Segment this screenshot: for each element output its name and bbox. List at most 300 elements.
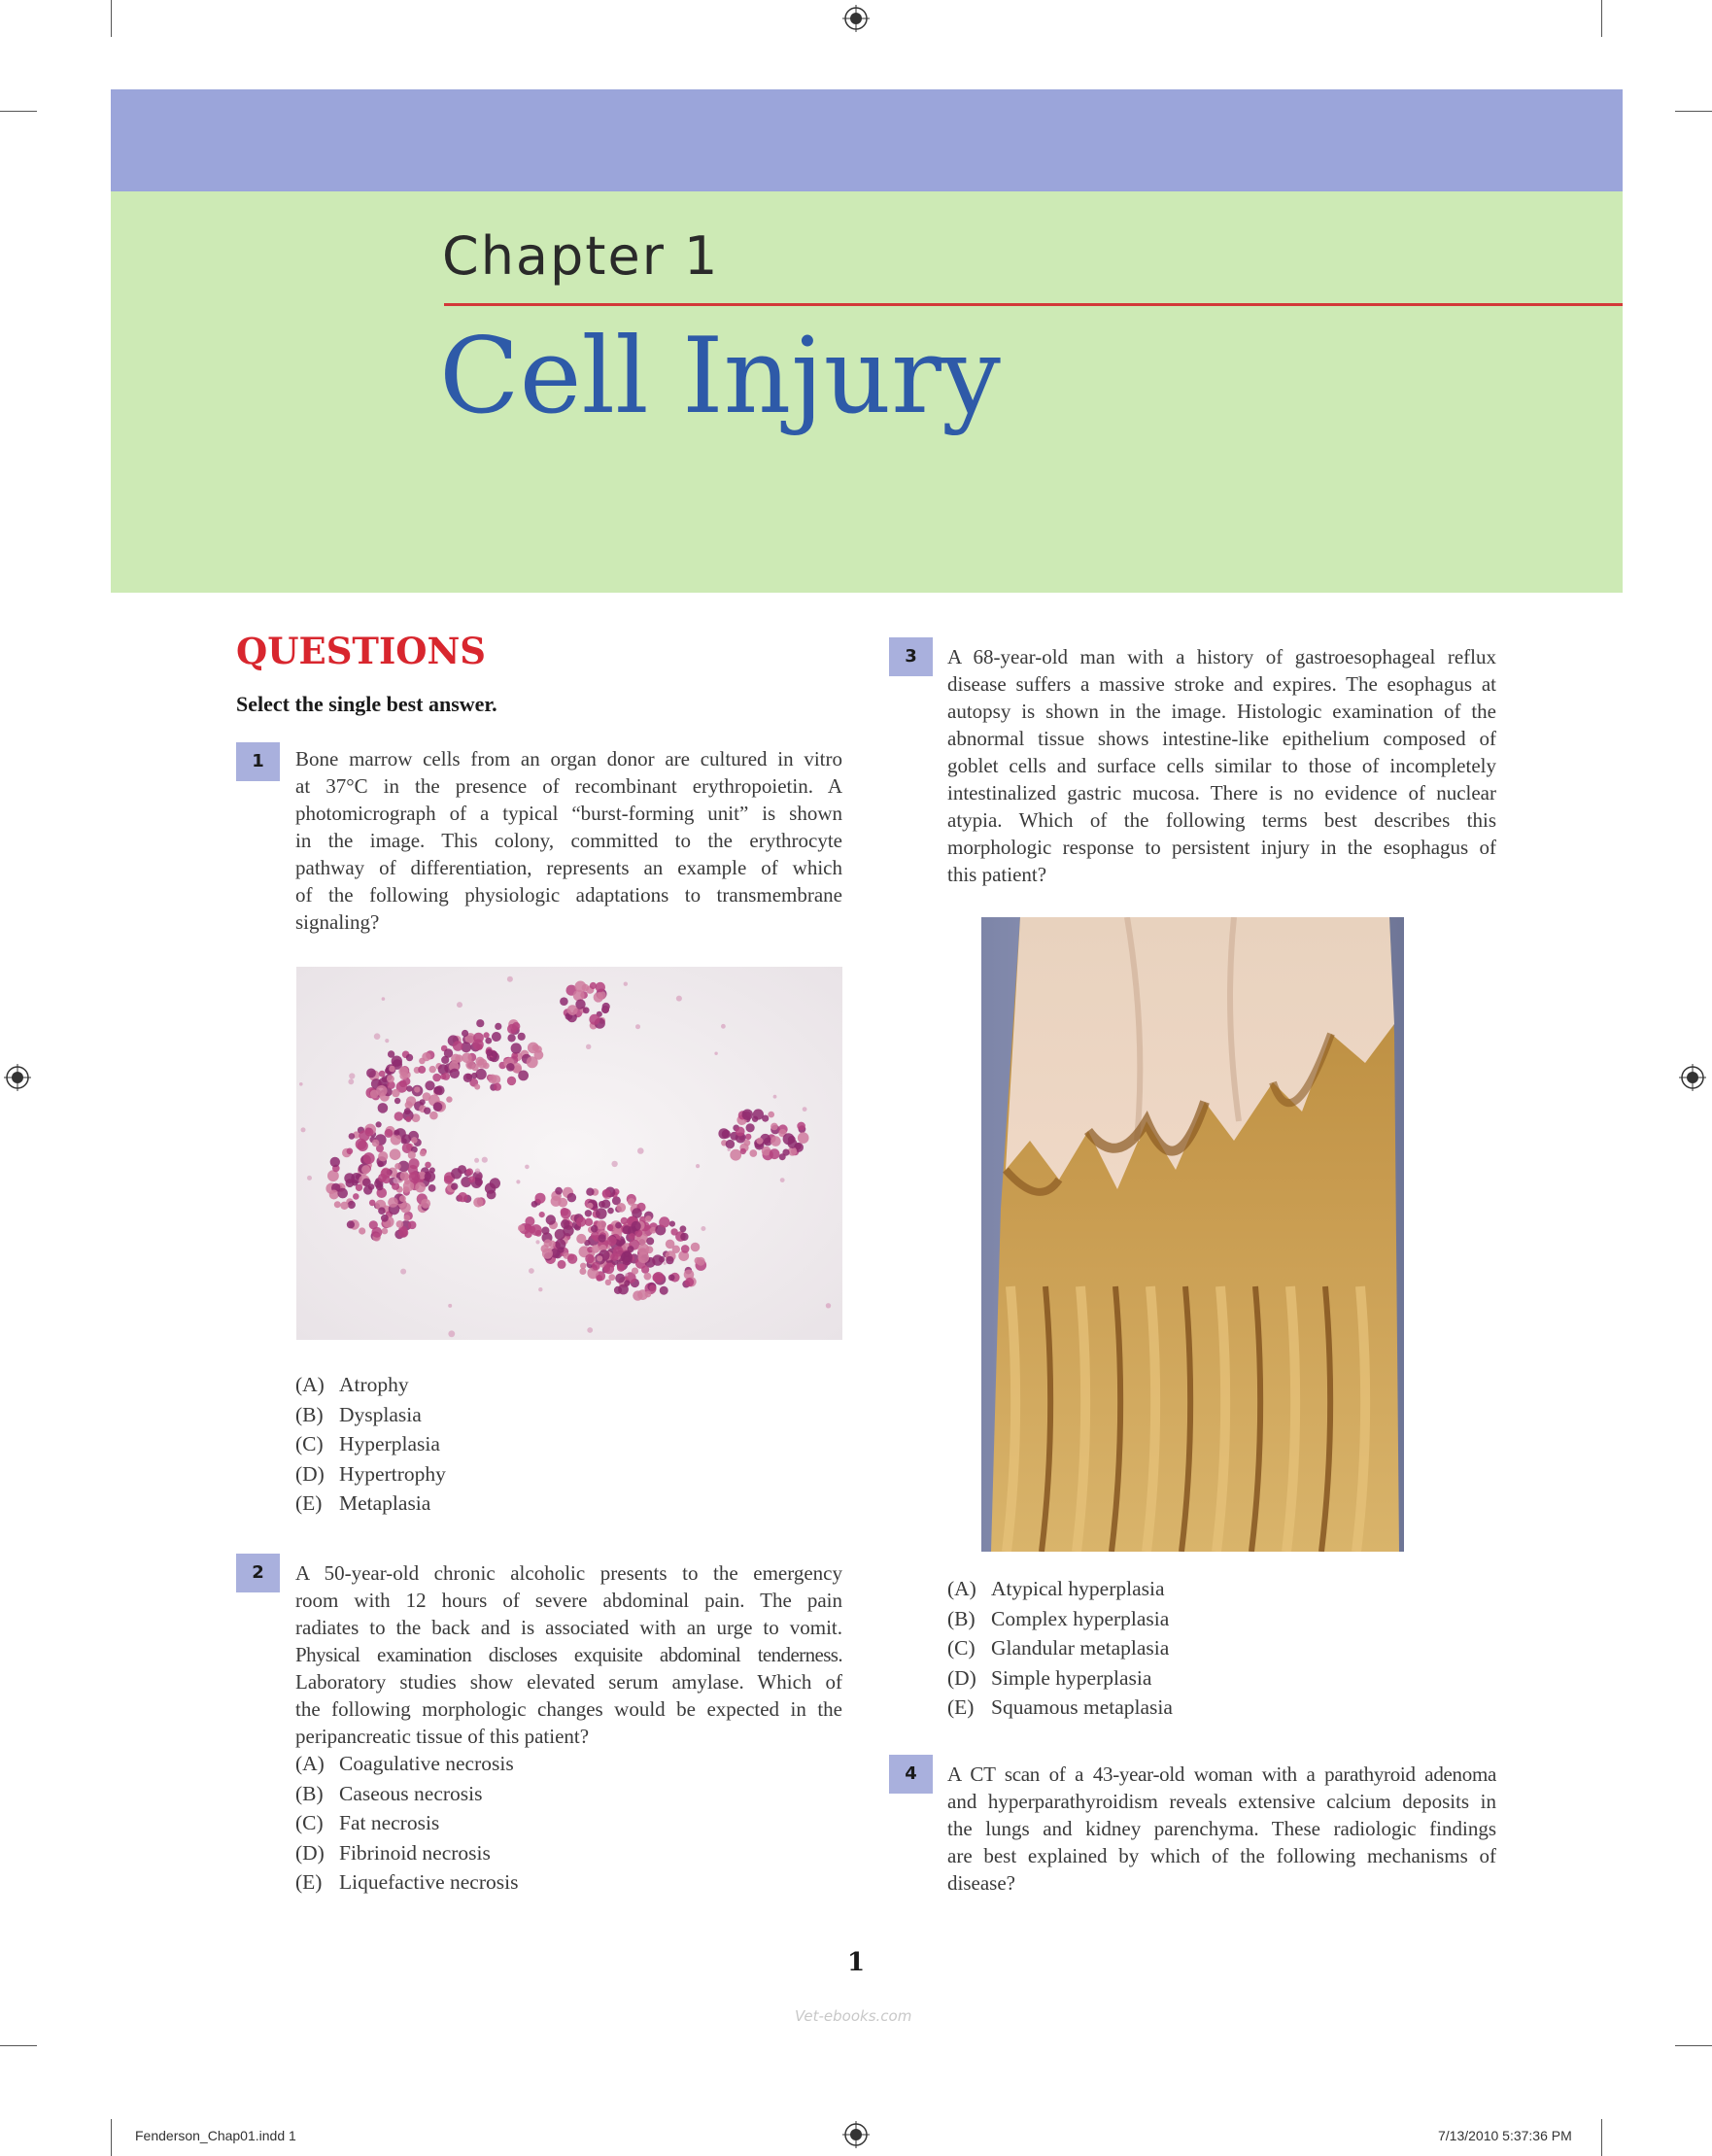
cell-dot — [362, 1179, 371, 1187]
cell-dot — [372, 1140, 380, 1147]
cell-dot — [779, 1153, 786, 1160]
cell-dot — [405, 1116, 411, 1122]
cell-dot — [394, 1098, 400, 1104]
cell-dot — [448, 1304, 452, 1308]
cell-dot — [425, 1171, 435, 1181]
option-letter: (E) — [295, 1491, 323, 1515]
cell-dot — [451, 1054, 461, 1064]
cell-dot — [411, 1137, 418, 1144]
cell-dot — [348, 1078, 354, 1084]
cell-dot — [399, 1195, 406, 1202]
cell-dot — [561, 1219, 570, 1229]
cell-dot — [756, 1138, 763, 1145]
stem-line: peripancreatic tissue of this patient? — [295, 1725, 590, 1748]
cell-dot — [726, 1140, 735, 1148]
cell-dot — [535, 1193, 546, 1204]
cell-dot — [664, 1262, 667, 1265]
cell-dot — [696, 1164, 700, 1168]
cell-dot — [788, 1136, 796, 1144]
cell-dot — [301, 1127, 306, 1132]
esophagus-autopsy-photo — [981, 917, 1404, 1552]
cell-dot — [770, 1136, 781, 1146]
cell-dot — [512, 1022, 520, 1030]
cell-dot — [475, 1168, 480, 1173]
stem-line: autopsy is shown in the image. Histologic examination of the — [947, 700, 1496, 723]
cell-dot — [629, 1233, 635, 1240]
option-text: Metaplasia — [339, 1491, 431, 1515]
question-number-badge: 3 — [889, 637, 933, 676]
stem-line: Laboratory studies show elevated serum amylase. Which of — [295, 1670, 842, 1694]
cell-dot — [389, 1066, 395, 1073]
cell-dot — [485, 1038, 492, 1044]
stem-line: signaling? — [295, 910, 380, 934]
cell-dot — [614, 1286, 622, 1294]
option-letter: (E) — [295, 1870, 323, 1894]
answer-option[interactable] — [947, 1663, 1173, 1694]
cell-dot — [408, 1151, 416, 1159]
question-1-stem — [295, 745, 842, 936]
cell-dot — [442, 1073, 450, 1080]
cell-dot — [740, 1148, 746, 1154]
cell-dot — [601, 1200, 610, 1209]
cell-dot — [329, 1190, 339, 1200]
option-letter: (D) — [947, 1665, 976, 1690]
cell-dot — [607, 1236, 617, 1246]
cell-dot — [424, 1108, 430, 1114]
cell-dot — [474, 1158, 479, 1163]
cell-dot — [414, 1086, 420, 1092]
option-text: Atypical hyperplasia — [991, 1577, 1165, 1600]
registration-mark-icon — [1679, 1064, 1706, 1091]
cell-dot — [561, 1209, 571, 1219]
cell-dot — [797, 1122, 805, 1131]
cell-dot — [451, 1182, 458, 1189]
cell-dot — [576, 1234, 586, 1244]
question-3-options — [947, 1574, 1173, 1723]
cell-dot — [718, 1128, 729, 1139]
stem-line: Bone marrow cells from an organ donor are cultured in vitro — [295, 747, 842, 770]
cell-dot — [507, 1077, 516, 1085]
cell-dot — [527, 1056, 538, 1068]
cell-dot — [669, 1221, 675, 1227]
cell-dot — [429, 1167, 435, 1173]
cell-dot — [646, 1237, 654, 1245]
option-letter: (B) — [295, 1781, 324, 1805]
stem-line: in the image. This colony, committed to the erythrocyte — [295, 829, 842, 852]
cell-dot — [401, 1134, 411, 1144]
cell-dot — [659, 1216, 669, 1227]
cell-dot — [365, 1127, 372, 1134]
cell-dot — [551, 1196, 562, 1207]
cell-dot — [378, 1207, 386, 1215]
cell-dot — [587, 1203, 593, 1209]
watermark: Vet-ebooks.com — [795, 2007, 912, 2025]
cell-dot — [753, 1109, 764, 1119]
cell-dot — [633, 1290, 642, 1300]
cell-dot — [615, 1274, 625, 1283]
cell-dot — [400, 1269, 406, 1275]
cell-dot — [742, 1110, 753, 1120]
cell-dot — [591, 1225, 599, 1233]
banner-top-band — [111, 89, 1623, 191]
answer-option[interactable] — [295, 1370, 446, 1400]
stem-line: the lungs and kidney parenchyma. These radiologic findings — [947, 1817, 1496, 1840]
cell-dot — [394, 1130, 399, 1136]
question-3-stem — [947, 643, 1496, 888]
cell-dot — [635, 1024, 640, 1029]
cell-dot — [590, 982, 597, 989]
cell-dot — [691, 1243, 701, 1252]
answer-option[interactable] — [295, 1838, 518, 1868]
cell-dot — [425, 1162, 431, 1169]
cell-dot — [490, 1178, 500, 1188]
cell-dot — [352, 1180, 358, 1185]
cell-dot — [372, 1227, 383, 1238]
cell-dot — [382, 1176, 391, 1184]
cell-dot — [646, 1246, 654, 1253]
cell-dot — [660, 1286, 668, 1295]
answer-option[interactable] — [295, 1459, 446, 1489]
stem-line: at 37°C in the presence of recombinant erythropoietin. A — [295, 774, 842, 798]
cell-dot — [621, 1217, 629, 1225]
cell-dot — [390, 1148, 401, 1160]
cell-dot — [422, 1052, 430, 1061]
stem-line: disease suffers a massive stroke and expires. The esophagus at — [947, 672, 1496, 696]
cell-dot — [347, 1148, 354, 1155]
stem-line: morphologic response to persistent injury in the esophagus of — [947, 836, 1496, 859]
cell-dot — [721, 1024, 726, 1029]
cell-dot — [408, 1221, 417, 1230]
cell-dot — [462, 1030, 468, 1037]
option-text: Squamous metaplasia — [991, 1695, 1173, 1719]
cell-dot — [334, 1201, 341, 1208]
cell-dot — [361, 1165, 370, 1174]
cell-dot — [428, 1184, 436, 1192]
option-letter: (A) — [295, 1373, 325, 1396]
cell-dot — [378, 1151, 388, 1161]
option-letter: (C) — [295, 1432, 324, 1455]
option-letter: (E) — [947, 1695, 975, 1719]
cell-dot — [798, 1132, 809, 1144]
chapter-title: Cell Injury — [439, 316, 1001, 437]
chapter-label: Chapter 1 — [442, 225, 720, 287]
cell-dot — [492, 1032, 501, 1042]
answer-option[interactable] — [947, 1574, 1173, 1604]
esophagus-image — [981, 917, 1404, 1552]
cell-dot — [463, 1074, 472, 1082]
stem-line: abnormal tissue shows intestine-like epithelium composed of — [947, 727, 1496, 750]
answer-option[interactable] — [295, 1867, 518, 1898]
answer-option[interactable] — [295, 1400, 446, 1430]
cell-dot — [382, 1228, 389, 1235]
cell-dot — [385, 1039, 389, 1043]
page-number: 1 — [846, 1948, 866, 1977]
cell-dot — [466, 1168, 473, 1175]
cell-dot — [697, 1257, 705, 1266]
stem-line: are best explained by which of the following mechanisms of — [947, 1844, 1496, 1867]
cell-dot — [645, 1291, 652, 1298]
cell-dot — [518, 1071, 529, 1081]
cell-dot — [359, 1227, 365, 1234]
stem-line: Physical examination discloses exquisite abdominal tenderness. — [295, 1643, 842, 1666]
cell-dot — [388, 1197, 398, 1208]
cell-dot — [638, 1252, 650, 1264]
cell-dot — [392, 1089, 399, 1097]
cell-dot — [307, 1176, 312, 1181]
chapter-rule — [444, 303, 1623, 306]
crop-mark — [1675, 2045, 1712, 2046]
cell-dot — [535, 1230, 542, 1237]
cell-dot — [358, 1141, 368, 1151]
stem-line: radiates to the back and is associated with an urge to vomit. — [295, 1616, 842, 1639]
cell-dot — [453, 1041, 463, 1051]
option-letter: (C) — [947, 1636, 976, 1660]
cell-dot — [676, 996, 682, 1002]
cell-dot — [668, 1275, 675, 1282]
answer-option[interactable] — [295, 1429, 446, 1459]
cell-dot — [680, 1233, 688, 1241]
cell-dot — [348, 1201, 356, 1209]
cell-dot — [429, 1066, 436, 1073]
cell-dot — [347, 1220, 355, 1228]
cell-dot — [749, 1149, 757, 1157]
registration-mark-icon — [842, 2121, 870, 2148]
cell-dot — [659, 1256, 666, 1263]
answer-option[interactable] — [295, 1489, 446, 1519]
cell-dot — [803, 1107, 807, 1112]
answer-option[interactable] — [295, 1779, 518, 1809]
cell-dot — [398, 1228, 408, 1238]
cell-dot — [596, 1275, 602, 1282]
option-text: Coagulative necrosis — [339, 1752, 514, 1775]
cell-dot — [632, 1268, 638, 1275]
answer-option[interactable] — [947, 1693, 1173, 1723]
cell-dot — [770, 1123, 778, 1131]
cell-dot — [534, 1045, 542, 1053]
cell-dot — [421, 1199, 430, 1209]
option-text: Caseous necrosis — [339, 1781, 483, 1805]
cell-dot — [349, 1073, 355, 1078]
cell-dot — [714, 1052, 717, 1055]
cell-dot — [728, 1148, 731, 1151]
cell-dot — [826, 1303, 831, 1308]
cell-dot — [560, 997, 568, 1006]
cell-dot — [598, 1234, 605, 1242]
cell-dot — [473, 1197, 483, 1207]
cell-dot — [617, 1203, 627, 1213]
cell-dot — [649, 1284, 656, 1291]
cell-dot — [558, 1247, 564, 1252]
cell-dot — [546, 1215, 556, 1224]
cell-dot — [420, 1150, 427, 1157]
option-text: Glandular metaplasia — [991, 1636, 1170, 1660]
cell-dot — [471, 1073, 477, 1078]
cell-dot — [701, 1226, 705, 1231]
cell-dot — [586, 1044, 591, 1049]
stem-line: intestinalized gastric mucosa. There is no evidence of nuclear — [947, 781, 1496, 804]
crop-mark — [111, 0, 112, 37]
cell-dot — [495, 1023, 501, 1030]
cell-dot — [736, 1127, 745, 1137]
cell-dot — [592, 1262, 600, 1271]
cell-dot — [518, 1033, 526, 1041]
cell-dot — [396, 1220, 404, 1228]
cell-dot — [746, 1123, 755, 1132]
cell-dot — [624, 982, 628, 986]
stem-line: this patient? — [947, 863, 1047, 886]
stem-line: A CT scan of a 43-year-old woman with a parathyroid adenoma — [947, 1762, 1496, 1786]
stem-line: atypia. Which of the following terms best describes this — [947, 808, 1496, 832]
cell-dot — [433, 1086, 441, 1094]
cell-dot — [525, 1165, 530, 1170]
cell-dot — [641, 1266, 649, 1274]
cell-dot — [623, 1225, 632, 1234]
cell-dot — [652, 1273, 662, 1283]
option-letter: (B) — [295, 1402, 324, 1426]
cell-dot — [468, 1176, 475, 1182]
cell-dot — [598, 991, 606, 1000]
cell-dot — [475, 1069, 486, 1079]
cell-dot — [631, 1221, 640, 1231]
cell-dot — [579, 1268, 586, 1275]
cell-dot — [387, 1075, 394, 1082]
cell-dot — [745, 1134, 751, 1140]
cell-dot — [457, 1002, 462, 1008]
cell-dot — [730, 1149, 741, 1161]
cell-dot — [405, 1101, 413, 1109]
cell-dot — [394, 1178, 399, 1183]
option-text: Atrophy — [339, 1373, 409, 1396]
cell-dot — [381, 1215, 389, 1222]
cell-dot — [507, 976, 513, 982]
cell-dot — [539, 1212, 545, 1217]
cell-dot — [404, 1215, 411, 1221]
answer-option[interactable] — [947, 1633, 1173, 1663]
option-letter: (C) — [295, 1811, 324, 1834]
question-2-stem — [295, 1559, 842, 1750]
cell-dot — [425, 1080, 434, 1090]
cell-dot — [450, 1069, 460, 1078]
cell-dot — [585, 1210, 592, 1216]
cell-dot — [472, 1039, 483, 1049]
option-text: Simple hyperplasia — [991, 1665, 1152, 1690]
cell-dot — [404, 1108, 411, 1114]
cell-dot — [482, 1157, 488, 1163]
cell-dot — [555, 1187, 563, 1195]
cell-dot — [567, 1193, 577, 1203]
section-heading: QUESTIONS — [236, 630, 487, 672]
cell-dot — [379, 1071, 386, 1078]
cell-dot — [670, 1228, 677, 1235]
cell-dot — [576, 1216, 586, 1226]
option-text: Fibrinoid necrosis — [339, 1840, 491, 1865]
cell-dot — [299, 1082, 303, 1086]
cell-dot — [549, 1241, 556, 1248]
answer-option[interactable] — [947, 1604, 1173, 1634]
cell-dot — [353, 1193, 360, 1200]
cell-dot — [645, 1215, 652, 1222]
question-number-badge: 4 — [889, 1755, 933, 1794]
cell-dot — [768, 1112, 774, 1118]
option-text: Complex hyperplasia — [991, 1606, 1170, 1630]
cell-dot — [474, 1084, 480, 1090]
cell-dot — [592, 1245, 600, 1253]
cell-dot — [607, 1208, 614, 1215]
stem-line: room with 12 hours of severe abdominal pain. The pain — [295, 1589, 842, 1612]
cell-dot — [644, 1273, 652, 1281]
cell-dot — [607, 1224, 614, 1231]
crop-mark — [111, 2119, 112, 2156]
crop-mark — [0, 2045, 37, 2046]
slug-date: 7/13/2010 5:37:36 PM — [1438, 2128, 1572, 2143]
cell-dot — [567, 1254, 577, 1264]
cell-dot — [429, 1112, 438, 1120]
option-text: Liquefactive necrosis — [339, 1870, 519, 1894]
stem-line: and hyperparathyroidism reveals extensive calcium deposits in — [947, 1790, 1496, 1813]
option-letter: (A) — [295, 1752, 325, 1775]
question-number-badge: 2 — [236, 1554, 280, 1592]
cell-dot — [628, 1198, 635, 1206]
cell-dot — [444, 1176, 453, 1184]
cell-dot — [558, 1260, 566, 1269]
question-2-options — [295, 1749, 518, 1898]
option-text: Fat necrosis — [339, 1811, 440, 1834]
option-letter: (B) — [947, 1606, 976, 1630]
cell-dot — [582, 984, 590, 992]
question-number-badge: 1 — [236, 742, 280, 781]
cell-dot — [541, 1227, 549, 1235]
cell-dot — [617, 1264, 625, 1272]
cell-dot — [349, 1133, 356, 1140]
cell-dot — [666, 1256, 673, 1264]
stem-line: of the following physiologic adaptations to transmembrane — [295, 883, 842, 907]
cell-dot — [780, 1178, 785, 1182]
cell-dot — [770, 1148, 780, 1159]
cell-dot — [621, 1251, 633, 1263]
cell-dot — [394, 1112, 404, 1121]
cell-dot — [507, 1034, 515, 1042]
cell-dot — [597, 1255, 602, 1261]
cell-dot — [415, 1182, 426, 1193]
cell-dot — [382, 997, 386, 1001]
cell-dot — [666, 1240, 675, 1249]
cell-dot — [624, 1280, 630, 1285]
stem-line: A 68-year-old man with a history of gastroesophageal reflux — [947, 645, 1496, 668]
cell-dot — [538, 1287, 542, 1291]
cell-dot — [511, 1043, 522, 1053]
cell-dot — [494, 1083, 501, 1091]
cell-dot — [587, 1327, 593, 1333]
cell-dot — [376, 1121, 382, 1127]
cell-dot — [773, 1095, 777, 1099]
option-text: Hypertrophy — [339, 1461, 446, 1486]
cell-dot — [575, 999, 585, 1009]
answer-option[interactable] — [295, 1749, 518, 1779]
cell-dot — [516, 1180, 520, 1183]
option-text: Dysplasia — [339, 1402, 422, 1426]
cell-dot — [448, 1330, 455, 1337]
cell-dot — [433, 1102, 443, 1112]
cell-dot — [535, 1240, 539, 1244]
cell-dot — [555, 1229, 565, 1240]
cell-dot — [637, 1147, 644, 1154]
cell-dot — [542, 1249, 553, 1259]
cell-dot — [488, 1075, 494, 1080]
cell-dot — [366, 1069, 376, 1078]
answer-option[interactable] — [295, 1808, 518, 1838]
bone-marrow-micrograph — [296, 967, 842, 1340]
cell-dot — [597, 1220, 606, 1230]
